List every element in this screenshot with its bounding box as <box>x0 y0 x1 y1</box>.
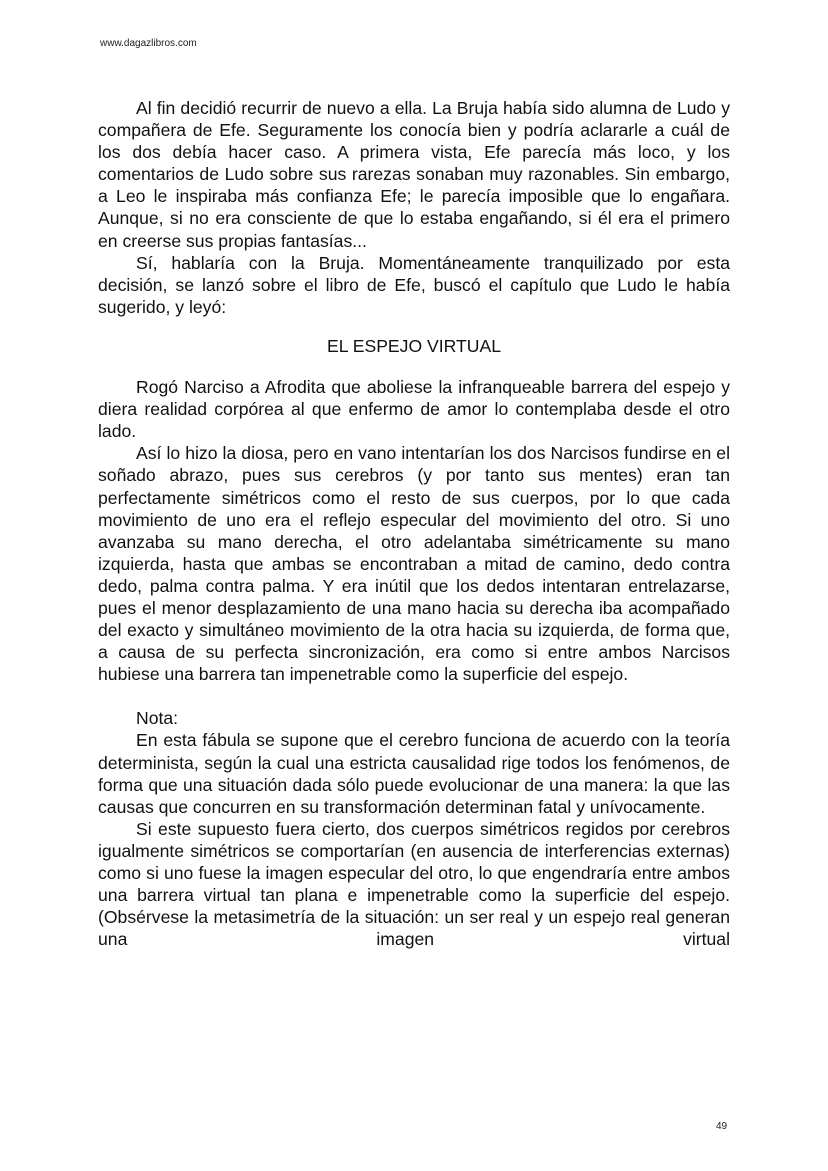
note-heading: Nota: <box>136 708 179 729</box>
chapter-title: EL ESPEJO VIRTUAL <box>326 335 502 356</box>
paragraph: Así lo hizo la diosa, pero en vano intentarían los dos Narcisos fundirse en el soñado abrazo, pues sus cerebros (y por tanto sus mentes) eran tan perfectamente simétricos como el resto de sus cuerpos, por lo que cada movimiento de uno era el reflejo especular del movimiento del otro. Si uno avanzaba su mano derecha, el otro adelantaba simétricamente su mano izquierda, hasta que ambas se encontraban a mitad de camino, dedo contra dedo, palma contra palma. Y era inútil que los dedos intentaran entrelazarse, pues el menor desplazamiento de una mano hacia su derecha iba acompañado del exacto y simultáneo movimiento de la otra hacia su izquierda, de forma que, a causa de su perfecta sincronización, era como si entre ambos Narcisos hubiese una barrera tan impenetrable como la superficie del espejo. <box>98 443 730 685</box>
header-url: www.dagazlibros.com <box>100 38 197 49</box>
paragraph: En esta fábula se supone que el cerebro funciona de acuerdo con la teoría determinista, según la cual una estricta causalidad rige todos los fenómenos, de forma que una situación dada sólo puede evolucionar de una manera: la que las causas que concurren en su transformación determinan fatal y unívocamente. <box>98 730 730 817</box>
paragraph: Rogó Narciso a Afrodita que aboliese la infranqueable barrera del espejo y diera realidad corpórea al que enfermo de amor lo contemplaba desde el otro lado. <box>98 377 730 442</box>
paragraph: Al fin decidió recurrir de nuevo a ella. La Bruja había sido alumna de Ludo y compañera de Efe. Seguramente los conocía bien y podría aclararle a cuál de los dos debía hacer caso. A primera vista, Efe parecía más loco, y los comentarios de Ludo sobre sus rarezas sonaban muy razonables. Sin embargo, a Leo le inspiraba más confianza Efe; le parecía imposible que lo engañara. Aunque, si no era consciente de que lo estaba engañando, si él era el primero en creerse sus propias fantasías... <box>98 98 730 251</box>
paragraph: Si este supuesto fuera cierto, dos cuerpos simétricos regidos por cerebros igualmente simétricos se comportarían (en ausencia de interferencias externas) como si uno fuese la imagen especular del otro, lo que engendraría entre ambos una barrera virtual tan plana e impenetrable como la superficie del espejo. (Obsérvese la metasimetría de la situación: un ser real y un espejo real generan una imagen virtual <box>98 818 730 950</box>
body-text <box>98 97 730 950</box>
page-number: 49 <box>716 1121 728 1132</box>
paragraph: Sí, hablaría con la Bruja. Momentáneamente tranquilizado por esta decisión, se lanzó sobre el libro de Efe, buscó el capítulo que Ludo le había sugerido, y leyó: <box>98 252 730 317</box>
